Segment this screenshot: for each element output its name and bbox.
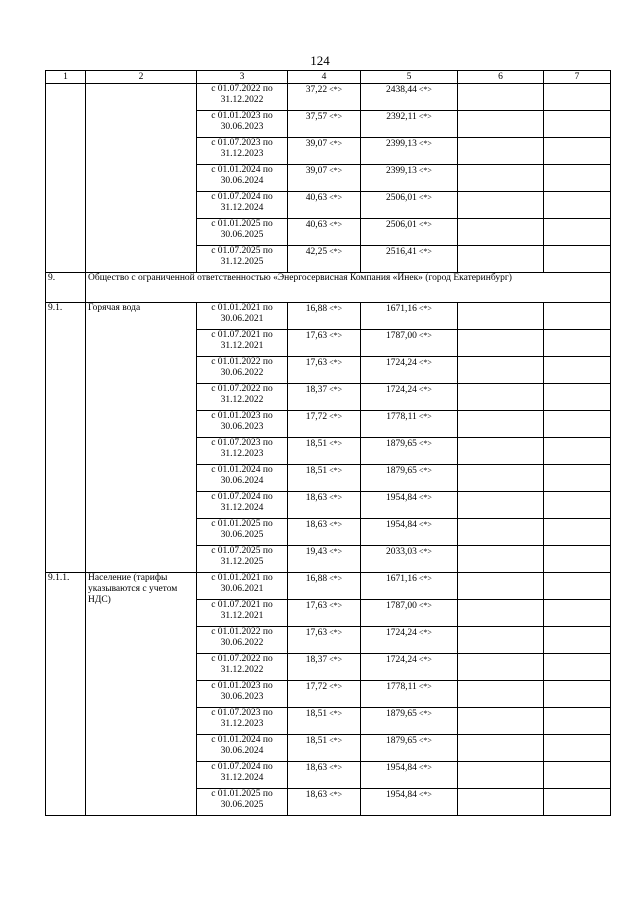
tariff-cell-col4 bbox=[288, 165, 361, 192]
tariff-cell-col5 bbox=[361, 708, 458, 735]
tariff-cell-col4 bbox=[288, 411, 361, 438]
period-cell: с 01.01.2025 по 30.06.2025 bbox=[197, 219, 288, 246]
empty-cell-col7 bbox=[544, 330, 611, 357]
empty-cell-col7 bbox=[544, 573, 611, 600]
tariff-cell-col5-value: 1724,24 bbox=[386, 385, 417, 395]
empty-cell-col6 bbox=[458, 138, 544, 165]
period-cell: с 01.01.2023 по 30.06.2023 bbox=[197, 681, 288, 708]
tariff-cell-col4-value: 18,63 bbox=[305, 763, 328, 773]
footnote-marker: <*> bbox=[329, 601, 343, 610]
empty-cell-col6 bbox=[458, 84, 544, 111]
footnote-marker: <*> bbox=[418, 112, 432, 121]
empty-cell-col7 bbox=[544, 789, 611, 816]
footnote-marker: <*> bbox=[329, 139, 343, 148]
tariff-cell-col4-value: 37,22 bbox=[305, 85, 328, 95]
tariff-cell-col4-value: 18,63 bbox=[305, 790, 328, 800]
tariff-cell-col4-value: 18,37 bbox=[305, 385, 328, 395]
empty-cell-col6 bbox=[458, 681, 544, 708]
tariff-cell-col4-value: 17,72 bbox=[305, 412, 328, 422]
tariff-cell-col5 bbox=[361, 192, 458, 219]
empty-cell-col7 bbox=[544, 492, 611, 519]
period-cell: с 01.07.2023 по 31.12.2023 bbox=[197, 138, 288, 165]
tariff-cell-col5-value: 1778,11 bbox=[386, 412, 417, 422]
footnote-marker: <*> bbox=[329, 682, 343, 691]
tariff-cell-col4 bbox=[288, 654, 361, 681]
footnote-marker: <*> bbox=[329, 304, 343, 313]
period-cell: с 01.07.2024 по 31.12.2024 bbox=[197, 492, 288, 519]
tariff-cell-col4 bbox=[288, 138, 361, 165]
tariff-cell-col4-value: 18,37 bbox=[305, 655, 328, 665]
tariff-cell-col5-value: 2438,44 bbox=[386, 85, 417, 95]
tariff-cell-col4 bbox=[288, 519, 361, 546]
tariff-cell-col4 bbox=[288, 681, 361, 708]
empty-cell-col7 bbox=[544, 138, 611, 165]
tariff-cell-col4-value: 40,63 bbox=[305, 220, 328, 230]
column-header: 4 bbox=[288, 71, 361, 84]
tariff-cell-col4 bbox=[288, 357, 361, 384]
empty-cell-col6 bbox=[458, 654, 544, 681]
empty-cell-col6 bbox=[458, 519, 544, 546]
footnote-marker: <*> bbox=[418, 139, 432, 148]
tariff-cell-col5 bbox=[361, 219, 458, 246]
footnote-marker: <*> bbox=[418, 466, 432, 475]
empty-cell-col6 bbox=[458, 246, 544, 273]
tariff-cell-col4 bbox=[288, 573, 361, 600]
empty-cell-col6 bbox=[458, 219, 544, 246]
tariff-cell-col4-value: 16,88 bbox=[305, 574, 328, 584]
tariff-cell-col5 bbox=[361, 411, 458, 438]
empty-cell-col6 bbox=[458, 492, 544, 519]
footnote-marker: <*> bbox=[418, 493, 432, 502]
label-cell bbox=[86, 84, 197, 273]
tariff-cell-col5 bbox=[361, 303, 458, 330]
tariff-cell-col5-value: 2399,13 bbox=[386, 139, 417, 149]
tariff-cell-col4-value: 40,63 bbox=[305, 193, 328, 203]
empty-cell-col7 bbox=[544, 654, 611, 681]
empty-cell-col6 bbox=[458, 411, 544, 438]
tariff-cell-col4 bbox=[288, 735, 361, 762]
empty-cell-col6 bbox=[458, 303, 544, 330]
tariff-cell-col4 bbox=[288, 330, 361, 357]
footnote-marker: <*> bbox=[329, 655, 343, 664]
footnote-marker: <*> bbox=[329, 574, 343, 583]
tariff-cell-col4 bbox=[288, 384, 361, 411]
table-row bbox=[46, 84, 611, 111]
footnote-marker: <*> bbox=[418, 358, 432, 367]
footnote-marker: <*> bbox=[418, 601, 432, 610]
period-cell: с 01.07.2025 по 31.12.2025 bbox=[197, 246, 288, 273]
tariff-cell-col5 bbox=[361, 465, 458, 492]
tariff-cell-col4-value: 17,63 bbox=[305, 601, 328, 611]
tariff-cell-col5-value: 1954,84 bbox=[386, 520, 417, 530]
footnote-marker: <*> bbox=[329, 112, 343, 121]
empty-cell-col6 bbox=[458, 573, 544, 600]
tariff-cell-col5 bbox=[361, 762, 458, 789]
tariff-cell-col4-value: 37,57 bbox=[305, 112, 328, 122]
empty-cell-col7 bbox=[544, 627, 611, 654]
tariff-cell-col4-value: 16,88 bbox=[305, 304, 328, 314]
period-cell: с 01.07.2024 по 31.12.2024 bbox=[197, 192, 288, 219]
empty-cell-col6 bbox=[458, 330, 544, 357]
empty-cell-col7 bbox=[544, 192, 611, 219]
tariff-cell-col5-value: 1787,00 bbox=[386, 601, 417, 611]
footnote-marker: <*> bbox=[418, 520, 432, 529]
period-cell: с 01.01.2024 по 30.06.2024 bbox=[197, 465, 288, 492]
tariff-cell-col5 bbox=[361, 384, 458, 411]
tariff-cell-col5-value: 1954,84 bbox=[386, 790, 417, 800]
tariff-cell-col4-value: 17,63 bbox=[305, 358, 328, 368]
footnote-marker: <*> bbox=[329, 385, 343, 394]
number-cell bbox=[46, 84, 86, 273]
period-cell: с 01.01.2023 по 30.06.2023 bbox=[197, 411, 288, 438]
footnote-marker: <*> bbox=[329, 166, 343, 175]
footnote-marker: <*> bbox=[329, 220, 343, 229]
period-cell: с 01.01.2025 по 30.06.2025 bbox=[197, 519, 288, 546]
tariff-cell-col4 bbox=[288, 627, 361, 654]
period-cell: с 01.01.2024 по 30.06.2024 bbox=[197, 735, 288, 762]
tariff-cell-col4-value: 17,63 bbox=[305, 331, 328, 341]
footnote-marker: <*> bbox=[329, 439, 343, 448]
section-label: Горячая вода bbox=[86, 303, 197, 573]
empty-cell-col6 bbox=[458, 111, 544, 138]
footnote-marker: <*> bbox=[418, 412, 432, 421]
empty-cell-col7 bbox=[544, 165, 611, 192]
empty-cell-col7 bbox=[544, 708, 611, 735]
footnote-marker: <*> bbox=[418, 547, 432, 556]
period-cell: с 01.01.2021 по 30.06.2021 bbox=[197, 573, 288, 600]
footnote-marker: <*> bbox=[418, 385, 432, 394]
tariff-cell-col5 bbox=[361, 789, 458, 816]
tariff-cell-col5-value: 2516,41 bbox=[386, 247, 417, 257]
tariff-cell-col5-value: 1879,65 bbox=[386, 709, 417, 719]
tariff-cell-col4-value: 17,72 bbox=[305, 682, 328, 692]
tariff-cell-col5-value: 2399,13 bbox=[386, 166, 417, 176]
footnote-marker: <*> bbox=[329, 709, 343, 718]
tariff-cell-col5-value: 2033,03 bbox=[386, 547, 417, 557]
tariff-cell-col4-value: 39,07 bbox=[305, 166, 328, 176]
tariff-cell-col5 bbox=[361, 357, 458, 384]
section-number: 9.1.1. bbox=[46, 573, 86, 816]
table-row bbox=[46, 573, 611, 600]
tariff-cell-col4-value: 17,63 bbox=[305, 628, 328, 638]
empty-cell-col7 bbox=[544, 600, 611, 627]
empty-cell-col6 bbox=[458, 465, 544, 492]
period-cell: с 01.07.2023 по 31.12.2023 bbox=[197, 438, 288, 465]
footnote-marker: <*> bbox=[418, 220, 432, 229]
tariff-cell-col4 bbox=[288, 492, 361, 519]
tariff-cell-col4-value: 18,63 bbox=[305, 493, 328, 503]
tariff-cell-col5-value: 1724,24 bbox=[386, 358, 417, 368]
empty-cell-col6 bbox=[458, 192, 544, 219]
empty-cell-col7 bbox=[544, 411, 611, 438]
footnote-marker: <*> bbox=[329, 628, 343, 637]
tariff-cell-col4-value: 39,07 bbox=[305, 139, 328, 149]
period-cell: с 01.01.2022 по 30.06.2022 bbox=[197, 627, 288, 654]
footnote-marker: <*> bbox=[418, 331, 432, 340]
footnote-marker: <*> bbox=[329, 193, 343, 202]
empty-cell-col7 bbox=[544, 384, 611, 411]
empty-cell-col6 bbox=[458, 762, 544, 789]
empty-cell-col7 bbox=[544, 519, 611, 546]
tariff-cell-col4 bbox=[288, 708, 361, 735]
footnote-marker: <*> bbox=[329, 466, 343, 475]
tariff-cell-col5-value: 1671,16 bbox=[386, 304, 417, 314]
tariff-cell-col5-value: 2506,01 bbox=[386, 220, 417, 230]
footnote-marker: <*> bbox=[329, 520, 343, 529]
empty-cell-col7 bbox=[544, 681, 611, 708]
empty-cell-col6 bbox=[458, 546, 544, 573]
tariff-cell-col5-value: 1879,65 bbox=[386, 466, 417, 476]
footnote-marker: <*> bbox=[329, 790, 343, 799]
tariff-cell-col5 bbox=[361, 654, 458, 681]
organization-row bbox=[46, 273, 611, 303]
period-cell: с 01.07.2022 по 31.12.2022 bbox=[197, 84, 288, 111]
tariff-cell-col5 bbox=[361, 627, 458, 654]
empty-cell-col6 bbox=[458, 165, 544, 192]
tariff-cell-col4 bbox=[288, 219, 361, 246]
tariff-cell-col4-value: 18,51 bbox=[305, 466, 328, 476]
tariff-cell-col5 bbox=[361, 681, 458, 708]
header-row bbox=[46, 71, 611, 84]
tariff-cell-col5-value: 1671,16 bbox=[386, 574, 417, 584]
tariff-cell-col5 bbox=[361, 573, 458, 600]
tariff-cell-col5-value: 1778,11 bbox=[386, 682, 417, 692]
tariff-cell-col5 bbox=[361, 138, 458, 165]
organization-number: 9. bbox=[46, 273, 86, 303]
footnote-marker: <*> bbox=[418, 85, 432, 94]
tariff-cell-col5-value: 2392,11 bbox=[386, 112, 417, 122]
column-header: 1 bbox=[46, 71, 86, 84]
period-cell: с 01.01.2024 по 30.06.2024 bbox=[197, 165, 288, 192]
column-header: 6 bbox=[458, 71, 544, 84]
tariff-cell-col5-value: 1787,00 bbox=[386, 331, 417, 341]
footnote-marker: <*> bbox=[418, 247, 432, 256]
empty-cell-col7 bbox=[544, 111, 611, 138]
tariff-cell-col5 bbox=[361, 546, 458, 573]
empty-cell-col6 bbox=[458, 357, 544, 384]
tariff-cell-col5-value: 1954,84 bbox=[386, 763, 417, 773]
table-row bbox=[46, 303, 611, 330]
tariff-cell-col5-value: 1724,24 bbox=[386, 628, 417, 638]
tariff-cell-col4 bbox=[288, 84, 361, 111]
empty-cell-col7 bbox=[544, 219, 611, 246]
period-cell: с 01.07.2025 по 31.12.2025 bbox=[197, 546, 288, 573]
empty-cell-col6 bbox=[458, 627, 544, 654]
period-cell: с 01.07.2021 по 31.12.2021 bbox=[197, 600, 288, 627]
empty-cell-col7 bbox=[544, 84, 611, 111]
footnote-marker: <*> bbox=[418, 166, 432, 175]
empty-cell-col6 bbox=[458, 708, 544, 735]
empty-cell-col7 bbox=[544, 303, 611, 330]
empty-cell-col7 bbox=[544, 357, 611, 384]
tariff-cell-col4-value: 42,25 bbox=[305, 247, 328, 257]
tariff-cell-col5 bbox=[361, 246, 458, 273]
empty-cell-col7 bbox=[544, 735, 611, 762]
tariff-cell-col5 bbox=[361, 330, 458, 357]
tariff-cell-col4 bbox=[288, 192, 361, 219]
footnote-marker: <*> bbox=[418, 304, 432, 313]
period-cell: с 01.07.2022 по 31.12.2022 bbox=[197, 384, 288, 411]
period-cell: с 01.07.2022 по 31.12.2022 bbox=[197, 654, 288, 681]
footnote-marker: <*> bbox=[329, 763, 343, 772]
period-cell: с 01.01.2023 по 30.06.2023 bbox=[197, 111, 288, 138]
footnote-marker: <*> bbox=[418, 709, 432, 718]
period-cell: с 01.01.2022 по 30.06.2022 bbox=[197, 357, 288, 384]
tariff-cell-col5-value: 1954,84 bbox=[386, 493, 417, 503]
footnote-marker: <*> bbox=[418, 655, 432, 664]
tariff-cell-col5-value: 1724,24 bbox=[386, 655, 417, 665]
tariff-cell-col4 bbox=[288, 546, 361, 573]
tariff-cell-col5-value: 1879,65 bbox=[386, 736, 417, 746]
period-cell: с 01.07.2024 по 31.12.2024 bbox=[197, 762, 288, 789]
footnote-marker: <*> bbox=[329, 412, 343, 421]
empty-cell-col7 bbox=[544, 465, 611, 492]
period-cell: с 01.07.2021 по 31.12.2021 bbox=[197, 330, 288, 357]
column-header: 2 bbox=[86, 71, 197, 84]
column-header: 7 bbox=[544, 71, 611, 84]
tariff-cell-col4 bbox=[288, 762, 361, 789]
tariff-cell-col4-value: 19,43 bbox=[305, 547, 328, 557]
footnote-marker: <*> bbox=[329, 331, 343, 340]
tariff-cell-col4 bbox=[288, 111, 361, 138]
section-label: Население (тарифы указываются с учетом НДС) bbox=[86, 573, 197, 816]
page-number: 124 bbox=[310, 53, 330, 68]
organization-name: Общество с ограниченной ответственностью «Энергосервисная Компания «Инек» (город Екатеринбург) bbox=[86, 273, 611, 303]
tariff-cell-col5 bbox=[361, 600, 458, 627]
tariff-cell-col4-value: 18,63 bbox=[305, 520, 328, 530]
period-cell: с 01.01.2025 по 30.06.2025 bbox=[197, 789, 288, 816]
column-header: 5 bbox=[361, 71, 458, 84]
empty-cell-col6 bbox=[458, 789, 544, 816]
footnote-marker: <*> bbox=[418, 790, 432, 799]
tariff-cell-col5 bbox=[361, 519, 458, 546]
tariff-cell-col4 bbox=[288, 465, 361, 492]
tariff-cell-col4 bbox=[288, 303, 361, 330]
period-cell: с 01.01.2021 по 30.06.2021 bbox=[197, 303, 288, 330]
column-header: 3 bbox=[197, 71, 288, 84]
period-cell: с 01.07.2023 по 31.12.2023 bbox=[197, 708, 288, 735]
tariff-cell-col4-value: 18,51 bbox=[305, 439, 328, 449]
footnote-marker: <*> bbox=[418, 682, 432, 691]
footnote-marker: <*> bbox=[418, 439, 432, 448]
footnote-marker: <*> bbox=[329, 493, 343, 502]
footnote-marker: <*> bbox=[418, 628, 432, 637]
tariff-table bbox=[45, 70, 611, 816]
footnote-marker: <*> bbox=[329, 736, 343, 745]
empty-cell-col7 bbox=[544, 546, 611, 573]
empty-cell-col6 bbox=[458, 384, 544, 411]
empty-cell-col6 bbox=[458, 438, 544, 465]
tariff-cell-col5 bbox=[361, 735, 458, 762]
tariff-cell-col5-value: 1879,65 bbox=[386, 439, 417, 449]
tariff-cell-col5 bbox=[361, 111, 458, 138]
empty-cell-col7 bbox=[544, 246, 611, 273]
tariff-cell-col4-value: 18,51 bbox=[305, 709, 328, 719]
tariff-cell-col4 bbox=[288, 246, 361, 273]
tariff-cell-col4-value: 18,51 bbox=[305, 736, 328, 746]
footnote-marker: <*> bbox=[418, 193, 432, 202]
empty-cell-col6 bbox=[458, 735, 544, 762]
tariff-cell-col5-value: 2506,01 bbox=[386, 193, 417, 203]
section-number: 9.1. bbox=[46, 303, 86, 573]
tariff-cell-col5 bbox=[361, 84, 458, 111]
tariff-cell-col5 bbox=[361, 165, 458, 192]
tariff-cell-col4 bbox=[288, 789, 361, 816]
footnote-marker: <*> bbox=[418, 763, 432, 772]
footnote-marker: <*> bbox=[329, 358, 343, 367]
footnote-marker: <*> bbox=[329, 85, 343, 94]
tariff-table-body bbox=[46, 71, 611, 816]
footnote-marker: <*> bbox=[418, 736, 432, 745]
tariff-cell-col4 bbox=[288, 438, 361, 465]
empty-cell-col6 bbox=[458, 600, 544, 627]
footnote-marker: <*> bbox=[329, 247, 343, 256]
tariff-cell-col4 bbox=[288, 600, 361, 627]
footnote-marker: <*> bbox=[329, 547, 343, 556]
empty-cell-col7 bbox=[544, 438, 611, 465]
footnote-marker: <*> bbox=[418, 574, 432, 583]
empty-cell-col7 bbox=[544, 762, 611, 789]
tariff-cell-col5 bbox=[361, 492, 458, 519]
tariff-cell-col5 bbox=[361, 438, 458, 465]
